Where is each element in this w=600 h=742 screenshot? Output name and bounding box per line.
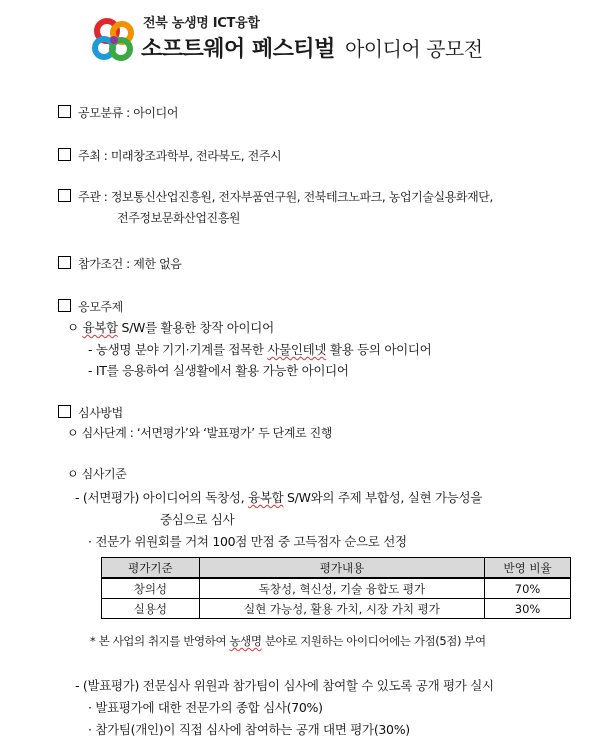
- review-criteria: [67, 465, 126, 482]
- section-eligibility: [58, 255, 181, 272]
- theme-sub1-pre: - 농생명 분야 기기·기계를 접목한: [88, 342, 268, 357]
- note-post: 분야로 지원하는 아이디어에는 가점(5점) 부여: [261, 634, 486, 648]
- checkbox-icon: [58, 148, 71, 161]
- table-cell: 독창성, 혁신성, 기술 융합도 평가: [199, 578, 484, 599]
- theme-sub2: - IT를 응용하여 실생활에서 활용 가능한 아이디어: [88, 363, 349, 378]
- checkbox-icon: [58, 299, 71, 312]
- written-bullet: · 전문가 위원회를 거쳐 100점 만점 중 고득점자 순으로 선정: [88, 534, 407, 549]
- written-line1-pre: - (서면평가) 아이디어의 독창성,: [75, 490, 249, 505]
- table-cell: 실용성: [102, 599, 200, 619]
- theme-heading: 응모주제: [78, 300, 123, 314]
- title-light: 아이디어 공모전: [344, 37, 483, 61]
- written-line2: 중심으로 심사: [160, 512, 235, 527]
- organizer-line2: 전주정보문화산업진흥원: [117, 211, 241, 225]
- circle-bullet: ㅇ: [67, 320, 79, 335]
- table-cell: 실현 가능성, 활용 가치, 시장 가치 평가: [199, 599, 484, 619]
- section-category: [58, 104, 178, 121]
- table-cell: 30%: [485, 599, 571, 619]
- presentation-bullet2: · 참가팀(개인)이 직접 심사에 참여하는 공개 대면 평가(30%): [88, 722, 410, 737]
- circle-bullet: ㅇ: [67, 467, 79, 481]
- presentation-bullet1: · 발표평가에 대한 전문가의 종합 심사(70%): [88, 700, 323, 715]
- review-heading: 심사방법: [78, 406, 123, 420]
- table-header-row: [102, 558, 571, 579]
- theme-sub1-post: 활용 등의 아이디어: [326, 342, 432, 357]
- category-text: 공모분류 : 아이디어: [78, 106, 179, 120]
- table-row: [102, 599, 571, 619]
- section-organizer: [58, 188, 493, 205]
- host-text: 주최 : 미래창조과학부, 전라북도, 전주시: [78, 149, 282, 163]
- checkbox-icon: [58, 256, 71, 269]
- header-title: [141, 32, 483, 63]
- theme-sub1: [88, 340, 431, 358]
- section-host: [58, 147, 281, 164]
- checkbox-icon: [58, 405, 71, 418]
- note-sq: 농생명: [229, 634, 262, 648]
- section-review: [58, 404, 123, 421]
- header-subtitle: 전북 농생명 ICT융합: [143, 16, 260, 31]
- table-header: 평가기준: [102, 558, 200, 579]
- organizer-line1: 주관 : 정보통신산업진흥원, 전자부품연구원, 전북테크노파크, 농업기술실용화재단,: [78, 190, 493, 204]
- theme-sub1-sq: 사물인테넷: [267, 342, 327, 357]
- review-stage: [67, 424, 332, 441]
- table-cell: 창의성: [102, 578, 200, 599]
- festival-logo-icon: [92, 18, 136, 62]
- table-cell: 70%: [485, 578, 571, 599]
- written-line1-post: S/W와의 주제 부합성, 실현 가능성을: [283, 490, 483, 505]
- review-stage-text: 심사단계 : ‘서면평가’와 ‘발표평가’ 두 단계로 진행: [81, 426, 333, 440]
- checkbox-icon: [58, 189, 71, 202]
- circle-bullet: ㅇ: [67, 426, 79, 440]
- table-header: 반영 비율: [485, 558, 571, 579]
- presentation-line: - (발표평가) 전문심사 위원과 참가팀이 심사에 참여할 수 있도록 공개 평가 실시: [75, 678, 494, 693]
- written-line1-sq: 융복합: [248, 490, 284, 505]
- score-table: [101, 557, 571, 619]
- theme-item-sq: 융복합: [82, 320, 118, 335]
- note-pre: * 본 사업의 취지를 반영하여: [90, 634, 230, 648]
- section-theme: [58, 298, 123, 315]
- eligibility-text: 참가조건 : 제한 없음: [78, 257, 182, 271]
- table-header: 평가내용: [199, 558, 484, 579]
- written-line1: [75, 488, 482, 506]
- title-bold: 소프트웨어 페스티벌: [141, 37, 335, 62]
- checkbox-icon: [58, 105, 71, 118]
- criteria-heading: 심사기준: [81, 467, 127, 481]
- bonus-note: [90, 633, 486, 649]
- theme-item-post: S/W를 활용한 창작 아이디어: [117, 320, 274, 335]
- table-row: [102, 578, 571, 599]
- theme-item: [67, 318, 274, 336]
